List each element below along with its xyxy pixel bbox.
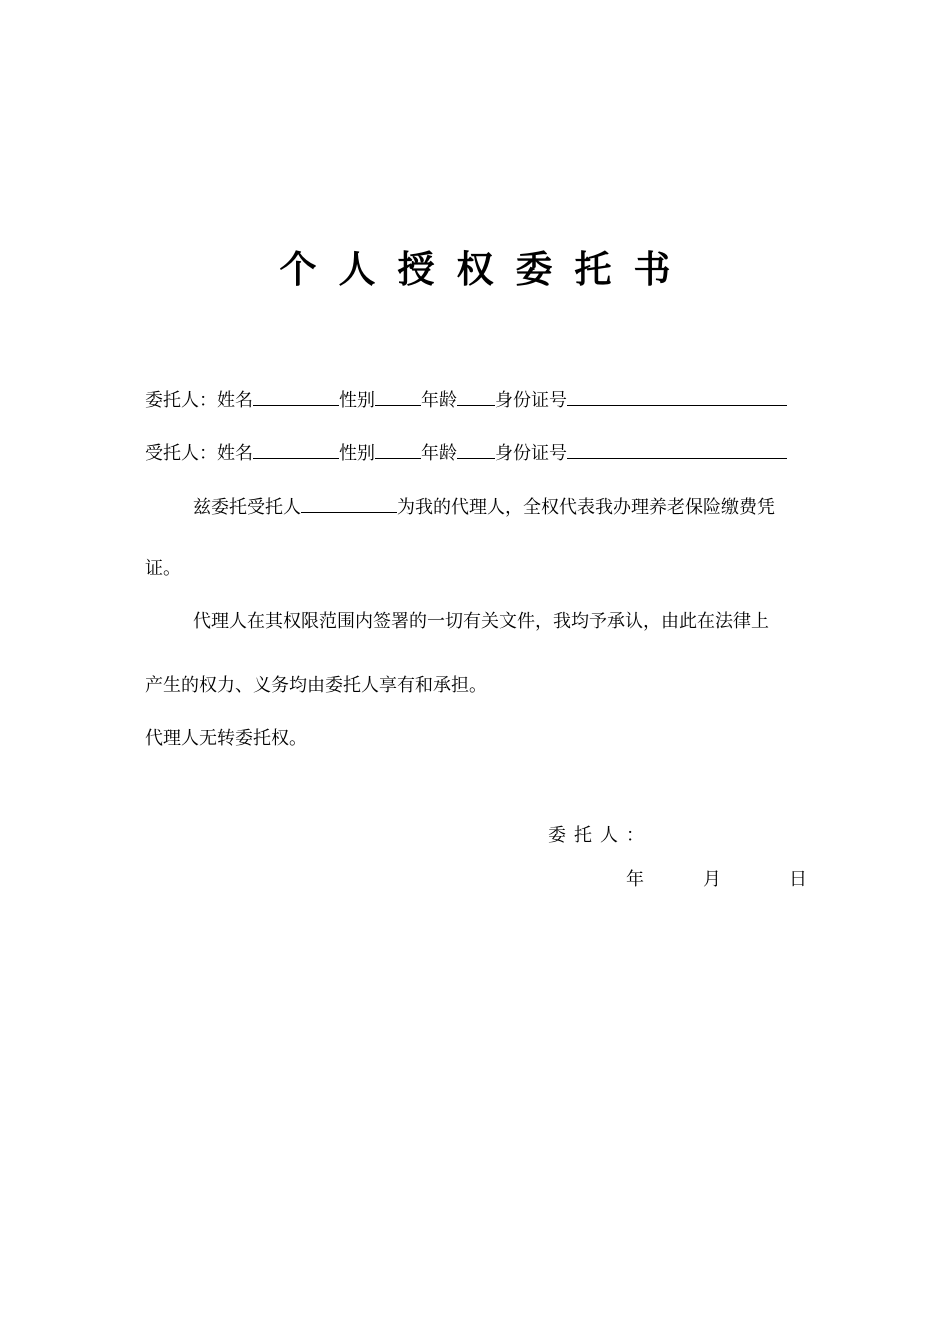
appointment-text-before: 兹委托受托人 — [193, 497, 301, 518]
agent-info-line — [145, 440, 805, 466]
principal-role-label: 委托人： — [145, 390, 217, 411]
document-title: 个人授权委托书 — [279, 247, 693, 291]
date-day-label: 日 — [789, 869, 807, 890]
principal-gender-blank — [375, 387, 421, 406]
signature-label: 委托人： — [548, 825, 652, 846]
principal-age-blank — [457, 387, 495, 406]
agent-name-blank — [253, 440, 339, 459]
agent-id-blank — [567, 440, 787, 459]
agent-gender-label: 性别 — [339, 443, 375, 464]
paragraph-acknowledgement-line1: 代理人在其权限范围内签署的一切有关文件，我均予承认，由此在法律上 — [193, 611, 769, 632]
appointment-agent-blank — [301, 494, 397, 513]
principal-gender-label: 性别 — [339, 390, 375, 411]
agent-name-label: 姓名 — [217, 443, 253, 464]
agent-id-label: 身份证号 — [495, 443, 567, 464]
principal-info-line — [145, 387, 805, 413]
paragraph-appointment-line1 — [145, 494, 853, 520]
paragraph-acknowledgement-line2: 产生的权力、义务均由委托人享有和承担。 — [145, 675, 487, 696]
agent-age-blank — [457, 440, 495, 459]
paragraph-no-subdelegation: 代理人无转委托权。 — [145, 728, 307, 749]
principal-name-label: 姓名 — [217, 390, 253, 411]
date-month-label: 月 — [703, 869, 721, 890]
agent-role-label: 受托人： — [145, 443, 217, 464]
principal-age-label: 年龄 — [421, 390, 457, 411]
paragraph-appointment-line2: 证。 — [145, 558, 181, 579]
agent-age-label: 年龄 — [421, 443, 457, 464]
agent-gender-blank — [375, 440, 421, 459]
date-year-label: 年 — [626, 869, 644, 890]
principal-name-blank — [253, 387, 339, 406]
principal-id-label: 身份证号 — [495, 390, 567, 411]
principal-id-blank — [567, 387, 787, 406]
appointment-text-after: 为我的代理人，全权代表我办理养老保险缴费凭 — [397, 497, 775, 518]
